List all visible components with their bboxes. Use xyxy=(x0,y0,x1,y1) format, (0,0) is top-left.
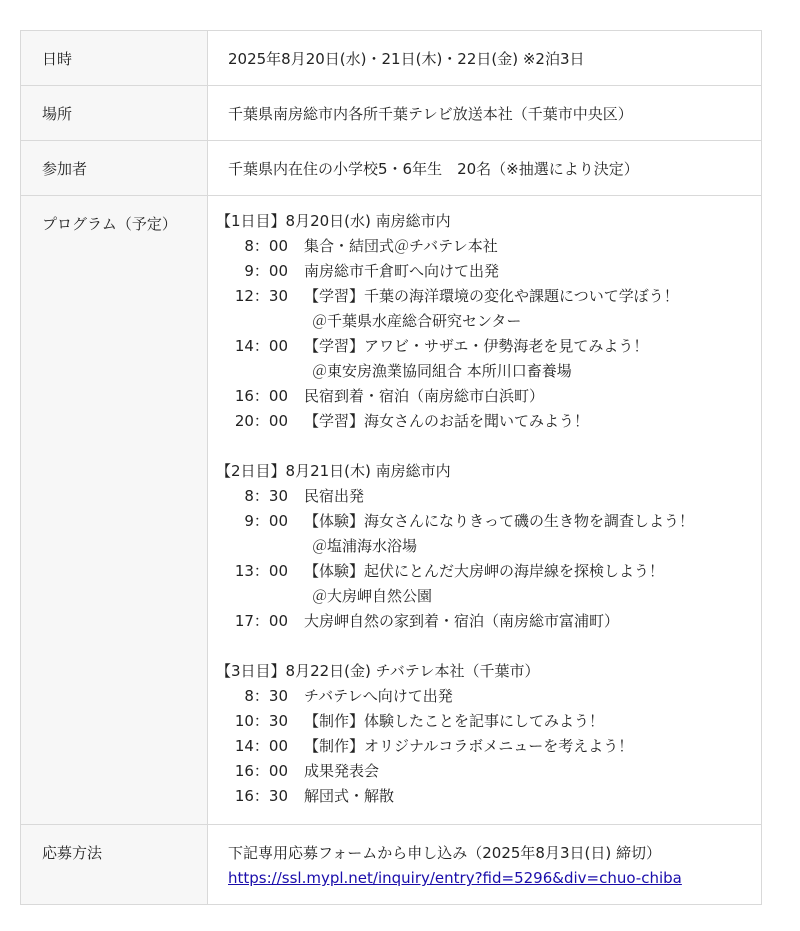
schedule-time: 8：30 xyxy=(244,487,288,505)
schedule-time: 13：00 xyxy=(234,562,288,580)
schedule-item xyxy=(216,784,761,809)
schedule-item xyxy=(216,409,761,434)
schedule-activity: チバテレへ向けて出発 xyxy=(304,687,453,705)
day-heading: 【2日目】8月21日(木) 南房総市内 xyxy=(216,462,451,480)
schedule-item xyxy=(216,509,761,534)
schedule-time: 16：00 xyxy=(234,762,288,780)
row-participants xyxy=(21,140,761,195)
schedule-time: 12：30 xyxy=(234,287,288,305)
schedule-time: 9：00 xyxy=(244,262,288,280)
schedule-item xyxy=(216,734,761,759)
schedule-activity: 民宿到着・宿泊（南房総市白浜町） xyxy=(304,387,545,405)
schedule-time: 8：30 xyxy=(244,687,288,705)
schedule-activity: 【学習】千葉の海洋環境の変化や課題について学ぼう！ xyxy=(304,287,679,305)
day-heading: 【3日目】8月22日(金) チバテレ本社（千葉市） xyxy=(216,662,540,680)
schedule-time: 17：00 xyxy=(234,612,288,630)
schedule-item xyxy=(216,484,761,509)
schedule-venue: ＠塩浦海水浴場 xyxy=(312,537,418,555)
schedule-activity: 解団式・解散 xyxy=(304,787,395,805)
place-label: 場所 xyxy=(21,86,208,140)
schedule-item xyxy=(216,559,761,584)
apply-form-link[interactable]: https://ssl.mypl.net/inquiry/entry?fid=5296&div=chuo-chiba xyxy=(228,869,682,887)
row-place xyxy=(21,85,761,140)
row-apply xyxy=(21,824,761,904)
participants-value: 千葉県内在住の小学校5・6年生 20名（※抽選により決定） xyxy=(228,160,639,178)
schedule-activity: 【制作】オリジナルコラボメニューを考えよう！ xyxy=(304,737,634,755)
schedule-item xyxy=(216,709,761,734)
program-schedule xyxy=(208,196,761,824)
participants-label: 参加者 xyxy=(21,141,208,195)
schedule-time: 9：00 xyxy=(244,512,288,530)
schedule-time: 20：00 xyxy=(234,412,288,430)
schedule-item xyxy=(216,384,761,409)
schedule-activity: 【制作】体験したことを記事にしてみよう！ xyxy=(304,712,605,730)
schedule-venue: ＠大房岬自然公園 xyxy=(312,587,433,605)
schedule-activity: 南房総市千倉町へ向けて出発 xyxy=(304,262,500,280)
schedule-time: 14：00 xyxy=(234,337,288,355)
apply-text: 下記専用応募フォームから申し込み（2025年8月3日(日) 締切） xyxy=(228,844,661,862)
day-spacer xyxy=(216,634,761,659)
schedule-time: 8：00 xyxy=(244,237,288,255)
schedule-activity: 民宿出発 xyxy=(304,487,365,505)
date-value: 2025年8月20日(水)・21日(木)・22日(金) ※2泊3日 xyxy=(228,50,585,68)
row-date xyxy=(21,31,761,85)
place-value: 千葉県南房総市内各所千葉テレビ放送本社（千葉市中央区） xyxy=(228,105,633,123)
date-label: 日時 xyxy=(21,31,208,85)
apply-label: 応募方法 xyxy=(21,825,208,904)
day-spacer xyxy=(216,434,761,459)
apply-value xyxy=(208,825,761,904)
schedule-activity: 【学習】アワビ・サザエ・伊勢海老を見てみよう！ xyxy=(304,337,649,355)
schedule-activity: 成果発表会 xyxy=(304,762,380,780)
schedule-time: 16：00 xyxy=(234,387,288,405)
schedule-venue: ＠東安房漁業協同組合 本所川口畜養場 xyxy=(312,362,572,380)
schedule-activity: 大房岬自然の家到着・宿泊（南房総市富浦町） xyxy=(304,612,620,630)
schedule-item xyxy=(216,334,761,359)
schedule-venue: ＠千葉県水産総合研究センター xyxy=(312,312,522,330)
schedule-item xyxy=(216,234,761,259)
schedule-item xyxy=(216,684,761,709)
schedule-activity: 【学習】海女さんのお話を聞いてみよう！ xyxy=(304,412,590,430)
schedule-item xyxy=(216,259,761,284)
day-heading: 【1日目】8月20日(水) 南房総市内 xyxy=(216,212,451,230)
schedule-activity: 【体験】海女さんになりきって磯の生き物を調査しよう！ xyxy=(304,512,695,530)
schedule-activity: 集合・結団式＠チバテレ本社 xyxy=(304,237,498,255)
schedule-item xyxy=(216,609,761,634)
schedule-item xyxy=(216,284,761,309)
schedule-time: 16：30 xyxy=(234,787,288,805)
program-label: プログラム（予定） xyxy=(21,196,208,824)
event-info-table xyxy=(20,30,762,905)
schedule-time: 14：00 xyxy=(234,737,288,755)
schedule-item xyxy=(216,759,761,784)
row-program xyxy=(21,195,761,824)
schedule-time: 10：30 xyxy=(234,712,288,730)
schedule-activity: 【体験】起伏にとんだ大房岬の海岸線を探検しよう！ xyxy=(304,562,665,580)
